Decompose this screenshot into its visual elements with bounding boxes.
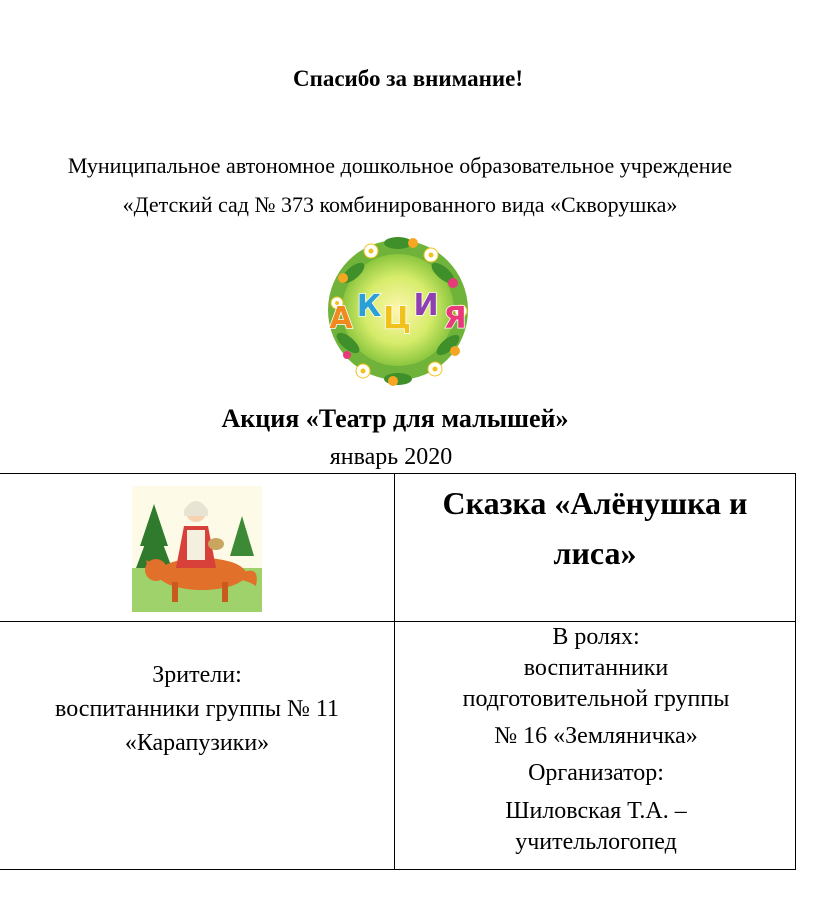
wreath-logo-image (323, 233, 473, 388)
table-border-top (0, 473, 796, 474)
roles-line-3: № 16 «Земляничка» (494, 723, 698, 749)
table-border-bottom (0, 869, 796, 870)
organizer-line-2: учительлогопед (515, 829, 677, 855)
fairy-tale-title-line-1: Сказка «Алёнушка и (442, 485, 748, 521)
organization-line-1: Муниципальное автономное дошкольное образовательное учреждение (67, 153, 733, 178)
alyonushka-fox-illustration (132, 486, 262, 612)
event-title: Акция «Театр для малышей» (221, 404, 569, 433)
logo-letter-2: К (356, 289, 382, 324)
viewers-cell (0, 658, 394, 760)
organizer-line-1: Шиловская Т.А. – (505, 798, 687, 824)
viewers-label: Зрители: (152, 662, 242, 688)
logo-letter-3: Ц (383, 301, 411, 336)
fairy-tale-cell (395, 478, 795, 578)
event-date: январь 2020 (329, 444, 453, 470)
roles-line-2: подготовительной группы (462, 686, 730, 712)
logo-letter-1: А (329, 301, 353, 336)
logo-letter-5: Я (443, 301, 467, 336)
roles-cell (397, 622, 795, 858)
logo-letter-4: И (413, 288, 439, 323)
table-border-right (795, 473, 796, 870)
viewers-line-2: «Карапузики» (124, 730, 270, 756)
thanks-heading: Спасибо за внимание! (292, 66, 524, 91)
organization-line-2: «Детский сад № 373 комбинированного вида «Скворушка» (122, 192, 678, 217)
action-logo (323, 233, 473, 388)
roles-line-1: воспитанники (523, 655, 669, 681)
roles-label: В ролях: (552, 624, 640, 650)
viewers-line-1: воспитанники группы № 11 (55, 696, 339, 722)
fairy-tale-title-line-2: лиса» (553, 535, 637, 571)
organizer-label: Организатор: (528, 760, 664, 786)
